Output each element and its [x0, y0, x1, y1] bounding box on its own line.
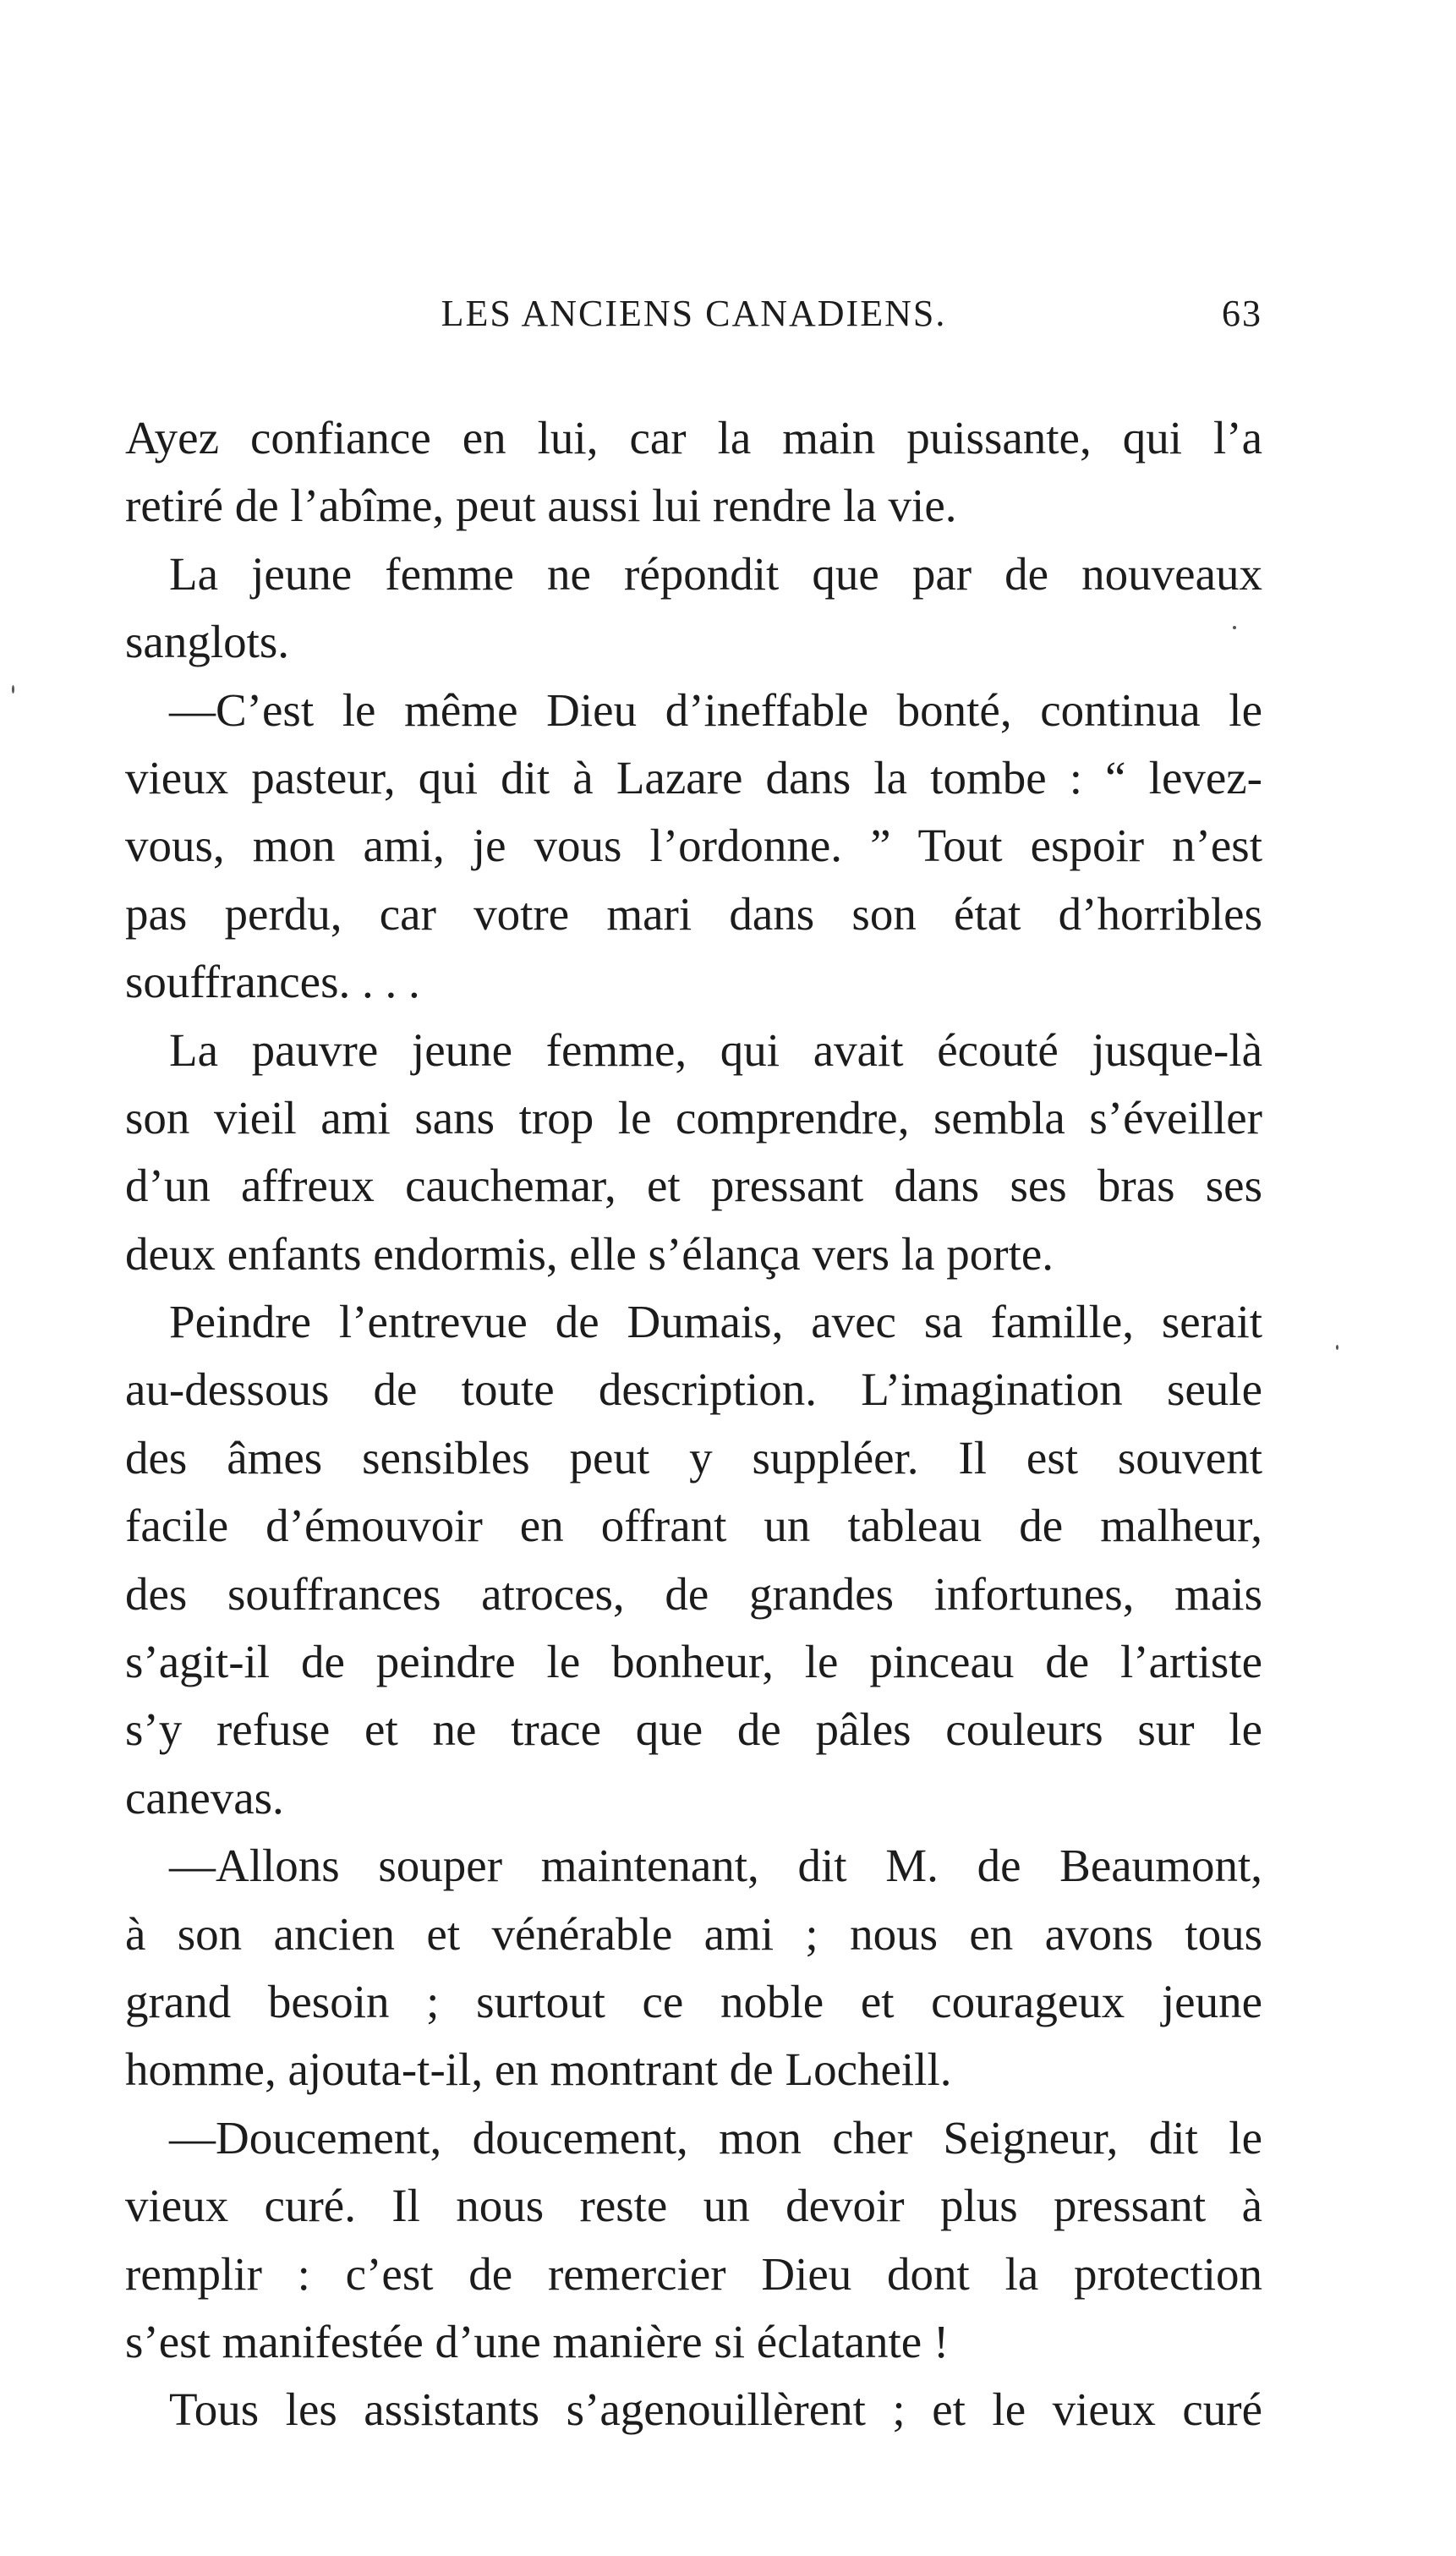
running-title: LES ANCIENS CANADIENS. [441, 293, 947, 334]
text-line: s’y refuse et ne trace que de pâles couleurs sur le [125, 1703, 1262, 1756]
text-line: vieux pasteur, qui dit à Lazare dans la tombe : “ levez- [125, 751, 1262, 804]
text-line: —Doucement, doucement, mon cher Seigneur, dit le [169, 2111, 1262, 2164]
text-line: souffrances. . . . [125, 956, 420, 1008]
body-text [125, 404, 1262, 2444]
paper-speck [12, 685, 14, 694]
text-line: pas perdu, car votre mari dans son état d’horribles [125, 887, 1262, 940]
paper-speck [1336, 1345, 1338, 1350]
paper-speck [1233, 626, 1236, 629]
text-line: son vieil ami sans trop le comprendre, sembla s’éveiller [125, 1091, 1262, 1144]
text-line: des âmes sensibles peut y suppléer. Il est souvent [125, 1431, 1262, 1484]
text-line: —C’est le même Dieu d’ineffable bonté, continua le [169, 683, 1262, 736]
text-line: deux enfants endormis, elle s’élança vers la porte. [125, 1227, 1054, 1280]
text-line: homme, ajouta-t-il, en montrant de Locheill. [125, 2043, 952, 2096]
page-number: 63 [1222, 293, 1262, 334]
text-line: grand besoin ; surtout ce noble et courageux jeune [125, 1975, 1262, 2027]
text-line: vous, mon ami, je vous l’ordonne. ” Tout espoir n’est [125, 820, 1262, 872]
text-line: La pauvre jeune femme, qui avait écouté jusque-là [169, 1023, 1262, 1076]
text-line: —Allons souper maintenant, dit M. de Beaumont, [169, 1840, 1262, 1892]
text-line: s’est manifestée d’une manière si éclatante ! [125, 2315, 950, 2367]
text-line: Peindre l’entrevue de Dumais, avec sa famille, serait [169, 1296, 1262, 1348]
text-line: vieux curé. Il nous reste un devoir plus pressant à [125, 2180, 1262, 2232]
text-line: à son ancien et vénérable ami ; nous en avons tous [125, 1907, 1262, 1960]
running-header [125, 292, 1262, 351]
text-line: Ayez confiance en lui, car la main puissante, qui l’a [125, 412, 1262, 463]
text-line: d’un affreux cauchemar, et pressant dans ses bras ses [125, 1160, 1262, 1212]
text-line: remplir : c’est de remercier Dieu dont la protection [125, 2247, 1262, 2300]
text-line: canevas. [125, 1771, 284, 1824]
text-line: sanglots. [125, 616, 290, 668]
text-line: facile d’émouvoir en offrant un tableau de malheur, [125, 1500, 1262, 1552]
text-line: La jeune femme ne répondit que par de nouveaux [169, 547, 1262, 600]
text-line: s’agit-il de peindre le bonheur, le pinceau de l’artiste [125, 1636, 1262, 1688]
text-line: des souffrances atroces, de grandes infortunes, mais [125, 1567, 1262, 1620]
text-line: retiré de l’abîme, peut aussi lui rendre la vie. [125, 480, 957, 532]
text-line: Tous les assistants s’agenouillèrent ; et le vieux curé [169, 2383, 1262, 2436]
text-line: au-dessous de toute description. L’imagination seule [125, 1363, 1262, 1416]
